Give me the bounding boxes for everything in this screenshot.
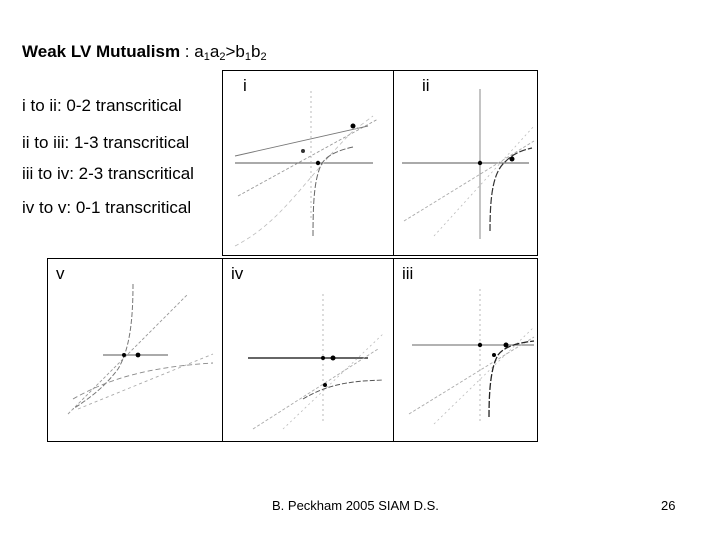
title-a1-sub: 1 xyxy=(203,51,210,63)
nullcline xyxy=(78,354,213,409)
equilibrium-point xyxy=(316,161,320,165)
equilibrium-point xyxy=(136,353,141,358)
nullcline xyxy=(434,327,534,424)
nullcline xyxy=(404,141,534,221)
equilibrium-point xyxy=(323,383,327,387)
transition-item: ii to iii: 1-3 transcritical xyxy=(22,133,190,152)
transition-item: iv to v: 0-1 transcritical xyxy=(22,198,192,217)
equilibrium-point xyxy=(492,353,496,357)
title-b2-sub: 2 xyxy=(260,51,267,63)
phase-plot-ii xyxy=(394,71,537,255)
equilibrium-point xyxy=(351,124,356,129)
panel-label-iii: iii xyxy=(402,264,414,283)
phase-plot-iii xyxy=(394,259,537,441)
title-gt: > xyxy=(225,42,236,61)
separatrix xyxy=(303,380,383,399)
transition-item: i to ii: 0-2 transcritical xyxy=(22,96,182,115)
title-a2-sub: 2 xyxy=(219,51,226,63)
panel-label-v: v xyxy=(56,264,65,283)
trajectory xyxy=(235,116,373,246)
title-b1: b xyxy=(235,42,245,61)
phase-plot-i xyxy=(223,71,394,255)
equilibrium-point xyxy=(122,353,126,357)
nullcline xyxy=(238,119,378,196)
phase-portrait-i xyxy=(222,70,395,256)
nullcline xyxy=(283,334,383,429)
nullcline xyxy=(68,294,188,414)
equilibrium-point xyxy=(504,343,509,348)
title-a2: a xyxy=(209,42,220,61)
nullcline xyxy=(434,126,534,236)
phase-portrait-ii xyxy=(393,70,538,256)
title-b2: b xyxy=(250,42,261,61)
page-number: 26 xyxy=(661,498,676,513)
footer-credit: B. Peckham 2005 SIAM D.S. xyxy=(272,498,439,513)
phase-portrait-v xyxy=(47,258,224,442)
panel-label-i: i xyxy=(243,76,247,95)
equilibrium-point xyxy=(478,343,482,347)
title-sep: : xyxy=(180,42,195,61)
equilibrium-point xyxy=(301,149,305,153)
equilibrium-point xyxy=(331,356,336,361)
phase-plot-iv xyxy=(223,259,394,441)
phase-plot-v xyxy=(48,259,223,441)
separatrix xyxy=(313,147,353,236)
title-b1-sub: 1 xyxy=(244,51,251,63)
phase-portrait-iv xyxy=(222,258,395,442)
transition-item: iii to iv: 2-3 transcritical xyxy=(22,164,194,183)
title-a1: a xyxy=(194,42,204,61)
equilibrium-point xyxy=(510,157,515,162)
equilibrium-point xyxy=(478,161,482,165)
panel-label-ii: ii xyxy=(422,76,430,95)
slide-title xyxy=(22,42,267,62)
equilibrium-point xyxy=(321,356,325,360)
nullcline xyxy=(409,337,534,414)
nullcline xyxy=(253,349,378,429)
separatrix xyxy=(489,341,534,417)
panel-label-iv: iv xyxy=(231,264,244,283)
phase-portrait-iii xyxy=(393,258,538,442)
title-bold: Weak LV Mutualism xyxy=(22,42,181,61)
